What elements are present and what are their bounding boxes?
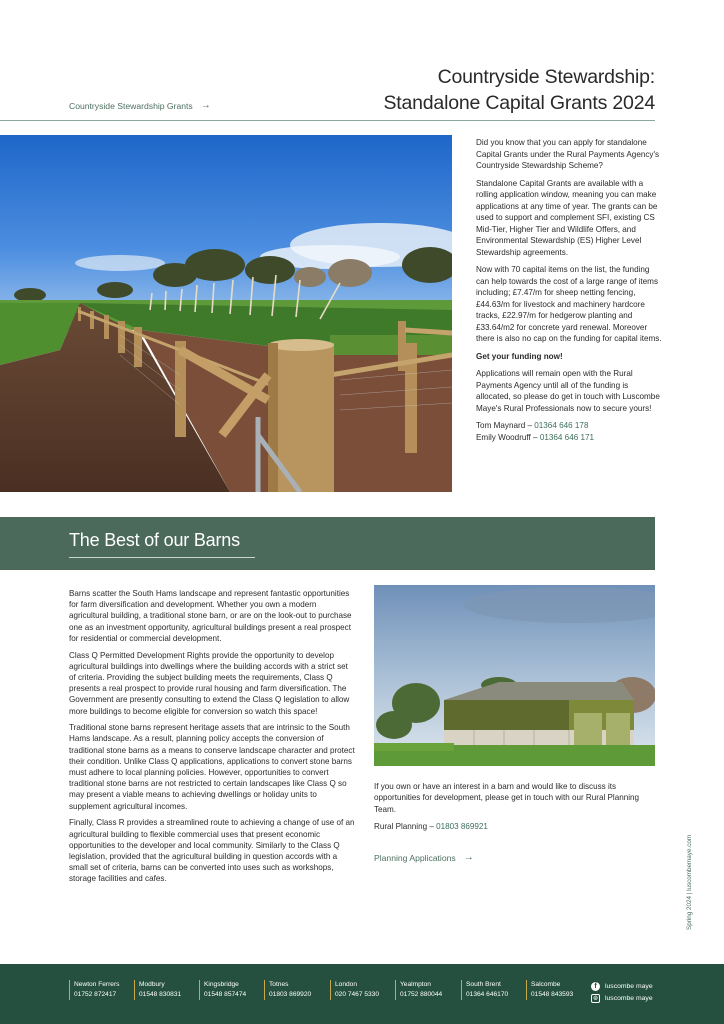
office-phone[interactable]: 01752 880044 xyxy=(400,991,443,998)
grants-heading: Get your funding now! xyxy=(476,351,563,361)
instagram-link[interactable] xyxy=(591,994,653,1003)
facebook-icon: f xyxy=(591,982,600,991)
barns-paragraph: Traditional stone barns represent heritage assets that are intrinsic to the South Hams landscape. As a result, planning policy accepts the conversion of traditional stone barns as a means to conserve landscape character and protect their condition. Unlike Class Q applications, applications to convert stone barns must adhere to local planning policies. However, opportunities to convert traditional stone barns are not restricted to certain landscapes like Class Q so may present a viable means to achieving dwellings or holiday units to supplement agricultural incomes. xyxy=(69,723,355,811)
section-title-underline xyxy=(69,557,255,558)
rural-planning-contact xyxy=(374,821,655,832)
planning-applications-link-label[interactable]: Planning Applications xyxy=(374,852,456,863)
office-salcombe xyxy=(526,980,573,1000)
office-totnes xyxy=(264,980,311,1000)
office-phone[interactable]: 01803 869920 xyxy=(269,991,312,998)
contact-emily-woodruff xyxy=(476,432,664,444)
instagram-icon: ◎ xyxy=(591,994,600,1003)
planning-applications-link[interactable] xyxy=(374,852,474,863)
office-phone[interactable]: 01752 872417 xyxy=(74,991,117,998)
barns-paragraph: Finally, Class R provides a streamlined route to achieving a change of use of an agricultural building to flexible commercial uses that present economic opportunities to the developer and local community. Similarly to the Class Q legislation, provided that the agricultural building in question accords with a small set of criteria, barns can be converted into uses such as workshops, storage facilities and cafes. xyxy=(69,818,355,884)
fence-field-illustration xyxy=(0,135,452,492)
barn-contact-block xyxy=(374,781,655,838)
barn-contact-paragraph: If you own or have an interest in a barn and would like to discuss its opportunities for development, please get in touch with our Rural Planning Team. xyxy=(374,782,640,814)
office-name: Modbury xyxy=(139,981,165,988)
page-title xyxy=(383,64,655,116)
facebook-link[interactable] xyxy=(591,982,653,991)
grants-contacts xyxy=(476,420,664,443)
grants-article xyxy=(476,137,664,443)
instagram-label[interactable]: luscombe maye xyxy=(605,995,653,1002)
office-phone[interactable]: 01548 857474 xyxy=(204,991,247,998)
office-phone[interactable]: 01548 843593 xyxy=(531,991,574,998)
office-newton-ferrers xyxy=(69,980,119,1000)
grants-paragraph: Standalone Capital Grants are available with a rolling application window, meaning you can make applications at any time of year. The grants can be used to support and complement SFI, existing CS Mid-Tier, Higher Tier and Wildlife Offers, and Environmental Stewardship (ES) Higher Level Stewardship agreements. xyxy=(476,178,658,257)
grants-paragraph: Did you know that you can apply for standalone Capital Grants under the Rural Payments Agency's Countryside Stewardship Scheme? xyxy=(476,138,660,170)
contact-name: Emily Woodruff – xyxy=(476,432,540,442)
office-kingsbridge xyxy=(199,980,246,1000)
barns-article xyxy=(69,588,355,890)
contact-name: Tom Maynard – xyxy=(476,421,535,430)
page-title-line-2: Standalone Capital Grants 2024 xyxy=(383,92,655,114)
section-title: The Best of our Barns xyxy=(69,530,240,550)
grants-paragraph: Applications will remain open with the Rural Payments Agency until all of the funding is allocated, so please do get in touch with Luscombe Maye's Rural Professionals now to secure yours! xyxy=(476,369,660,413)
office-phone[interactable]: 01548 830831 xyxy=(139,991,182,998)
contact-phone-link[interactable]: 01364 646 171 xyxy=(539,432,595,442)
office-yealmpton xyxy=(395,980,442,1000)
office-phone[interactable]: 01364 646170 xyxy=(466,991,509,998)
arrow-right-icon: → xyxy=(200,100,211,111)
barn-photo xyxy=(374,585,655,766)
barns-paragraph: Class Q Permitted Development Rights provide the opportunity to develop agricultural buildings into dwellings where the building accords with a strict set of criteria. Providing the subject building meets the requirements, Class Q presents a real prospect to provide rural housing and farm diversification. The Government are presently consulting to extend the Class Q legislation to allow more buildings to become eligible for conversion so watch this space! xyxy=(69,650,350,716)
fence-field-photo xyxy=(0,135,452,492)
contact-phone-link[interactable]: 01803 869921 xyxy=(436,821,488,831)
office-name: Newton Ferrers xyxy=(74,981,120,988)
issue-website-vertical-text: Spring 2024 | luscombemaye.com xyxy=(686,834,693,930)
contact-name: Rural Planning – xyxy=(374,821,437,831)
facebook-label[interactable]: luscombe maye xyxy=(605,983,653,990)
contact-phone-link[interactable]: 01364 646 178 xyxy=(534,421,589,430)
office-name: Totnes xyxy=(269,981,289,988)
office-name: Salcombe xyxy=(531,981,561,988)
barn-illustration xyxy=(374,585,655,766)
office-name: London xyxy=(335,981,358,988)
office-phone[interactable]: 020 7467 5330 xyxy=(335,991,380,998)
office-name: Kingsbridge xyxy=(204,981,239,988)
arrow-right-icon: → xyxy=(463,852,474,863)
office-name: South Brent xyxy=(466,981,501,988)
office-modbury xyxy=(134,980,181,1000)
barns-paragraph: Barns scatter the South Hams landscape and represent fantastic opportunities for farm diversification and development. Whether you own a modern agricultural building, a traditional stone barn, or are on the look-out to purchase one as an investment opportunity, agricultural buildings present a real prospect for residential or commercial development. xyxy=(69,589,352,643)
office-south-brent xyxy=(461,980,508,1000)
countryside-grants-link[interactable] xyxy=(69,100,211,111)
grants-paragraph: Now with 70 capital items on the list, the funding can help towards the cost of a large range of items including; £7.47/m for sheep netting fencing, £44.63/m for livestock and machinery hardcore tracks, £22.97/m for hedgerow planting and £33.64/m2 for concrete yard renewal. Moreover there is also no cap on the funding for capital items. xyxy=(476,265,662,343)
countryside-grants-link-label[interactable]: Countryside Stewardship Grants xyxy=(69,100,193,111)
office-london xyxy=(330,980,379,1000)
office-name: Yealmpton xyxy=(400,981,431,988)
header-divider xyxy=(0,120,655,121)
page-title-line-1: Countryside Stewardship: xyxy=(437,66,655,88)
contact-tom-maynard xyxy=(476,420,664,432)
